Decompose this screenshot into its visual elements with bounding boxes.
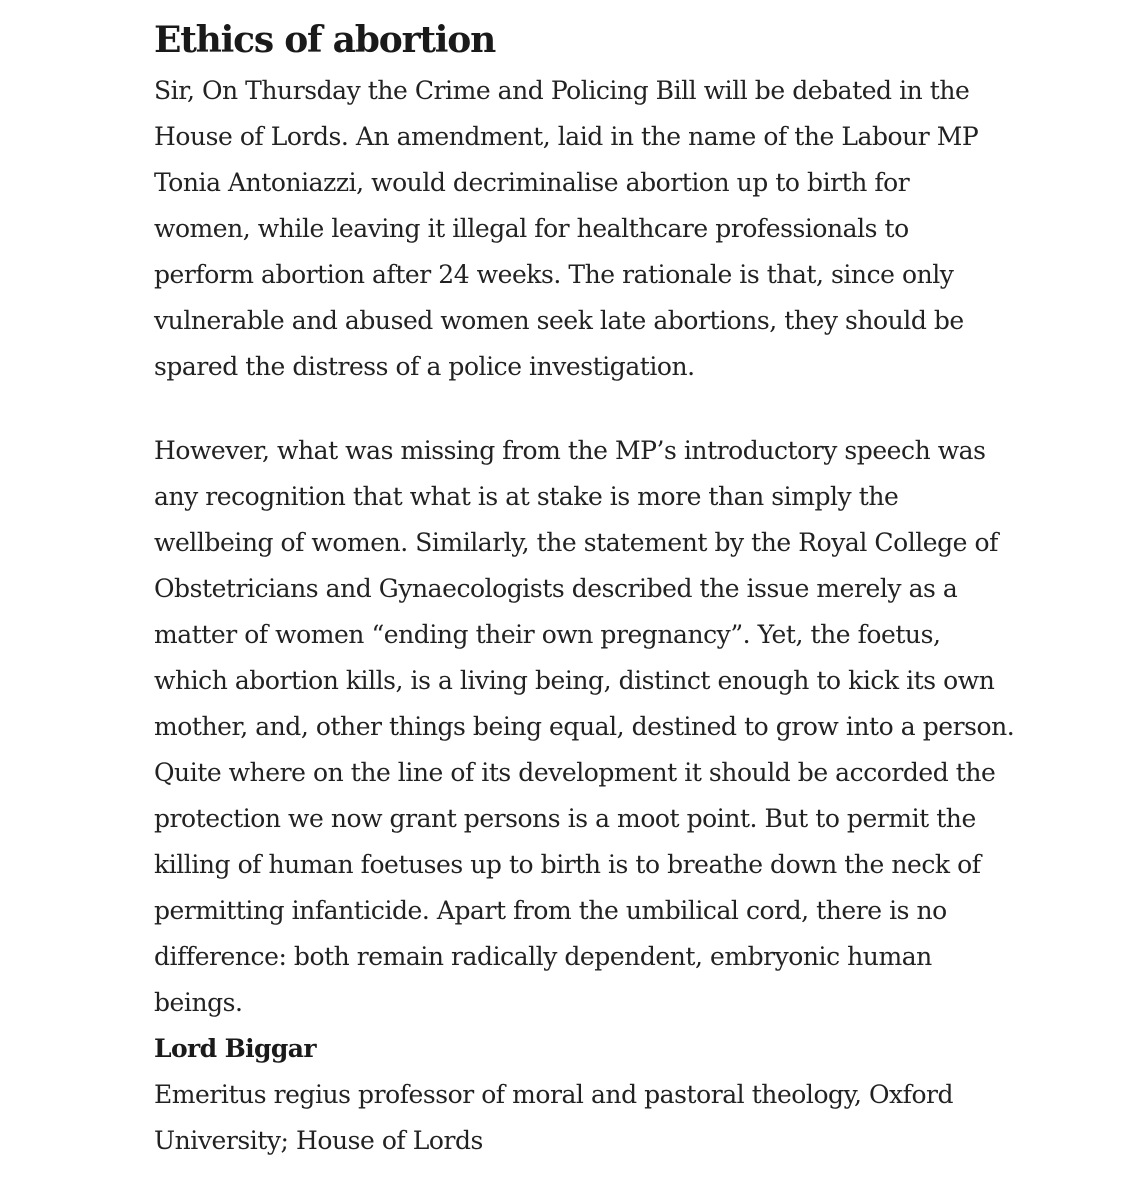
paragraph-line: vulnerable and abused women seek late abortions, they should be [154,306,964,335]
paragraph-line: spared the distress of a police investigation. [154,352,695,381]
paragraph-line: Obstetricians and Gynaecologists described the issue merely as a [154,574,958,603]
paragraph-line: women, while leaving it illegal for healthcare professionals to [154,214,909,243]
paragraph-line: permitting infanticide. Apart from the umbilical cord, there is no [154,896,947,925]
paragraph-line: beings. [154,988,243,1017]
paragraph-line: Tonia Antoniazzi, would decriminalise abortion up to birth for [154,168,910,197]
author-signature: Lord Biggar [154,1034,316,1063]
author-affiliation [154,1072,1034,1164]
affiliation-line: Emeritus regius professor of moral and pastoral theology, Oxford [154,1080,954,1109]
paragraph-line: wellbeing of women. Similarly, the statement by the Royal College of [154,528,998,557]
paragraph-line: any recognition that what is at stake is more than simply the [154,482,899,511]
paragraph-line: However, what was missing from the MP’s introductory speech was [154,436,986,465]
letter-paragraph-1 [154,68,1034,390]
letter-paragraph-2 [154,428,1034,1026]
paragraph-line: matter of women “ending their own pregnancy”. Yet, the foetus, [154,620,941,649]
letter-article [154,12,1034,1164]
paragraph-line: Sir, On Thursday the Crime and Policing Bill will be debated in the [154,76,970,105]
affiliation-line: University; House of Lords [154,1126,483,1155]
paragraph-line: Quite where on the line of its development it should be accorded the [154,758,996,787]
article-headline: Ethics of abortion [154,19,496,61]
paragraph-line: perform abortion after 24 weeks. The rationale is that, since only [154,260,954,289]
paragraph-line: killing of human foetuses up to birth is to breathe down the neck of [154,850,981,879]
paragraph-line: difference: both remain radically dependent, embryonic human [154,942,932,971]
paragraph-line: protection we now grant persons is a moot point. But to permit the [154,804,976,833]
paragraph-line: which abortion kills, is a living being, distinct enough to kick its own [154,666,995,695]
paragraph-line: House of Lords. An amendment, laid in the name of the Labour MP [154,122,979,151]
paragraph-line: mother, and, other things being equal, destined to grow into a person. [154,712,1015,741]
